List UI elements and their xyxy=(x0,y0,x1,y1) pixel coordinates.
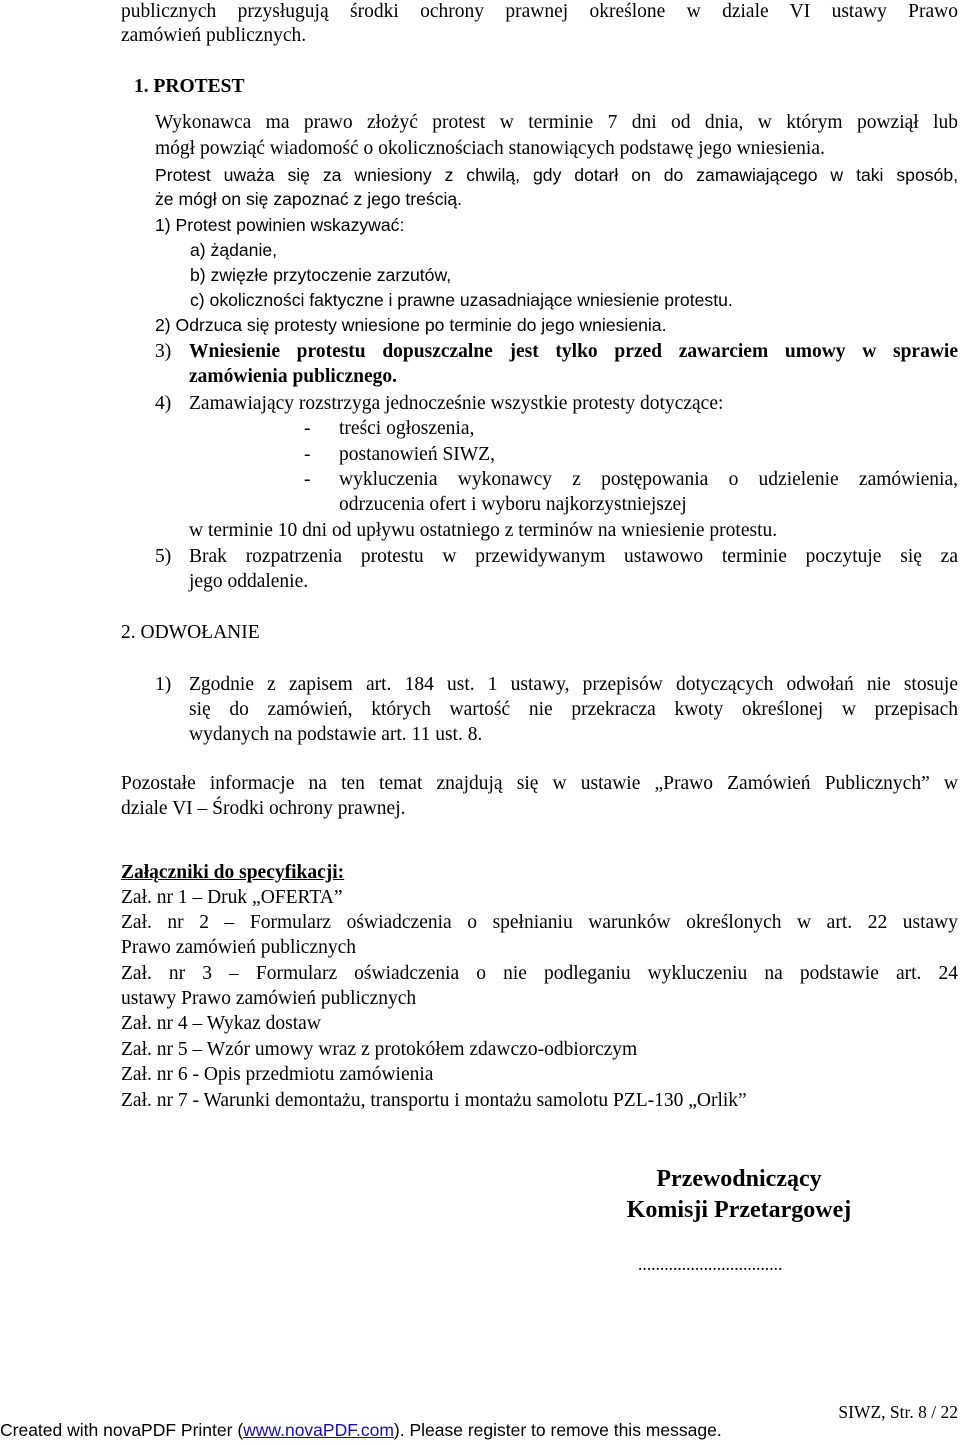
protest-item-5-line1: Brak rozpatrzenia protestu w przewidywanym ustawowo terminie poczytuje się za xyxy=(189,546,958,567)
protest-item-4-dash-2: - xyxy=(304,444,311,465)
attachment-3-line2: ustawy Prawo zamówień publicznych xyxy=(121,988,417,1009)
intro-line-2: zamówień publicznych. xyxy=(121,25,307,46)
protest-item-5-line2: jego oddalenie. xyxy=(189,571,309,592)
protest-para2-line2: że mógł on się zapoznać z jego treścią. xyxy=(155,189,463,209)
protest-item-4-number: 4) xyxy=(155,393,172,414)
protest-item-1: 1) Protest powinien wskazywać: xyxy=(155,215,405,235)
protest-heading: 1. PROTEST xyxy=(134,76,245,97)
signature-title-line1: Przewodniczący xyxy=(656,1166,822,1192)
protest-item-4-dash-text-1: treści ogłoszenia, xyxy=(339,418,475,439)
novapdf-footer xyxy=(0,1419,722,1441)
protest-para2-line1: Protest uważa się za wniesiony z chwilą, gdy dotarł on do zamawiającego w taki sposób, xyxy=(155,165,958,185)
signature-title-line2: Komisji Przetargowej xyxy=(626,1197,852,1223)
page-number: SIWZ, Str. 8 / 22 xyxy=(838,1402,958,1422)
attachment-7: Zał. nr 7 - Warunki demontażu, transportu i montażu samolotu PZL-130 „Orlik” xyxy=(121,1090,747,1111)
odwolanie-item-1-line3: wydanych na podstawie art. 11 ust. 8. xyxy=(189,724,483,745)
protest-item-1a: a) żądanie, xyxy=(190,240,278,260)
odwolanie-heading: 2. ODWOŁANIE xyxy=(121,622,260,643)
attachment-2-line2: Prawo zamówień publicznych xyxy=(121,937,357,958)
attachment-3-line1: Zał. nr 3 – Formularz oświadczenia o nie podleganiu wykluczeniu na podstawie art. 24 xyxy=(121,963,958,984)
protest-item-2: 2) Odrzuca się protesty wniesione po terminie do jego wniesienia. xyxy=(155,315,667,335)
footer-suffix: ). Please register to remove this message. xyxy=(393,1420,722,1440)
protest-item-4-tail: w terminie 10 dni od upływu ostatniego z terminów na wniesienie protestu. xyxy=(189,520,778,541)
attachment-2-line1: Zał. nr 2 – Formularz oświadczenia o spełnianiu warunków określonych w art. 22 ustawy xyxy=(121,912,958,933)
odwolanie-item-1-number: 1) xyxy=(155,674,172,695)
protest-item-4-dash-3: - xyxy=(304,469,311,490)
other-info-line1: Pozostałe informacje na ten temat znajdują się w ustawie „Prawo Zamówień Publicznych” w xyxy=(121,773,958,794)
odwolanie-item-1-line1: Zgodnie z zapisem art. 184 ust. 1 ustawy, przepisów dotyczących odwołań nie stosuje xyxy=(189,674,958,695)
attachment-5: Zał. nr 5 – Wzór umowy wraz z protokółem zdawczo-odbiorczym xyxy=(121,1039,638,1060)
protest-item-4-dash-text-3-line1: wykluczenia wykonawcy z postępowania o udzielenie zamówienia, xyxy=(339,469,958,490)
protest-item-3-line1: Wniesienie protestu dopuszczalne jest tylko przed zawarciem umowy w sprawie xyxy=(189,341,958,362)
protest-item-3-number: 3) xyxy=(155,341,172,362)
protest-item-4-dash-1: - xyxy=(304,418,311,439)
intro-line-1: publicznych przysługują środki ochrony prawnej określone w dziale VI ustawy Prawo xyxy=(121,1,958,22)
protest-item-1c: c) okoliczności faktyczne i prawne uzasadniające wniesienie protestu. xyxy=(190,290,733,310)
attachments-heading: Załączniki do specyfikacji: xyxy=(121,862,345,883)
attachment-1: Zał. nr 1 – Druk „OFERTA” xyxy=(121,887,343,908)
protest-item-4-text: Zamawiający rozstrzyga jednocześnie wszystkie protesty dotyczące: xyxy=(189,393,724,414)
protest-item-4-dash-text-2: postanowień SIWZ, xyxy=(339,444,495,465)
protest-item-1b: b) zwięzłe przytoczenie zarzutów, xyxy=(190,265,452,285)
protest-para1-line1: Wykonawca ma prawo złożyć protest w terminie 7 dni od dnia, w którym powziął lub xyxy=(155,112,958,133)
footer-prefix: Created with novaPDF Printer ( xyxy=(0,1420,244,1440)
novapdf-link[interactable]: www.novaPDF.com xyxy=(243,1420,394,1440)
attachment-6: Zał. nr 6 - Opis przedmiotu zamówienia xyxy=(121,1064,434,1085)
protest-para1-line2: mógł powziąć wiadomość o okolicznościach stanowiących podstawę jego wniesienia. xyxy=(155,138,825,159)
protest-item-3-line2: zamówienia publicznego. xyxy=(189,366,397,387)
odwolanie-item-1-line2: się do zamówień, których wartość nie przekracza kwoty określonej w przepisach xyxy=(189,699,958,720)
signature-dots: ................................. xyxy=(638,1254,783,1274)
protest-item-5-number: 5) xyxy=(155,546,172,567)
protest-item-4-dash-text-3-line2: odrzucenia ofert i wyboru najkorzystniejszej xyxy=(339,494,687,515)
other-info-line2: dziale VI – Środki ochrony prawnej. xyxy=(121,798,406,819)
attachment-4: Zał. nr 4 – Wykaz dostaw xyxy=(121,1013,321,1034)
